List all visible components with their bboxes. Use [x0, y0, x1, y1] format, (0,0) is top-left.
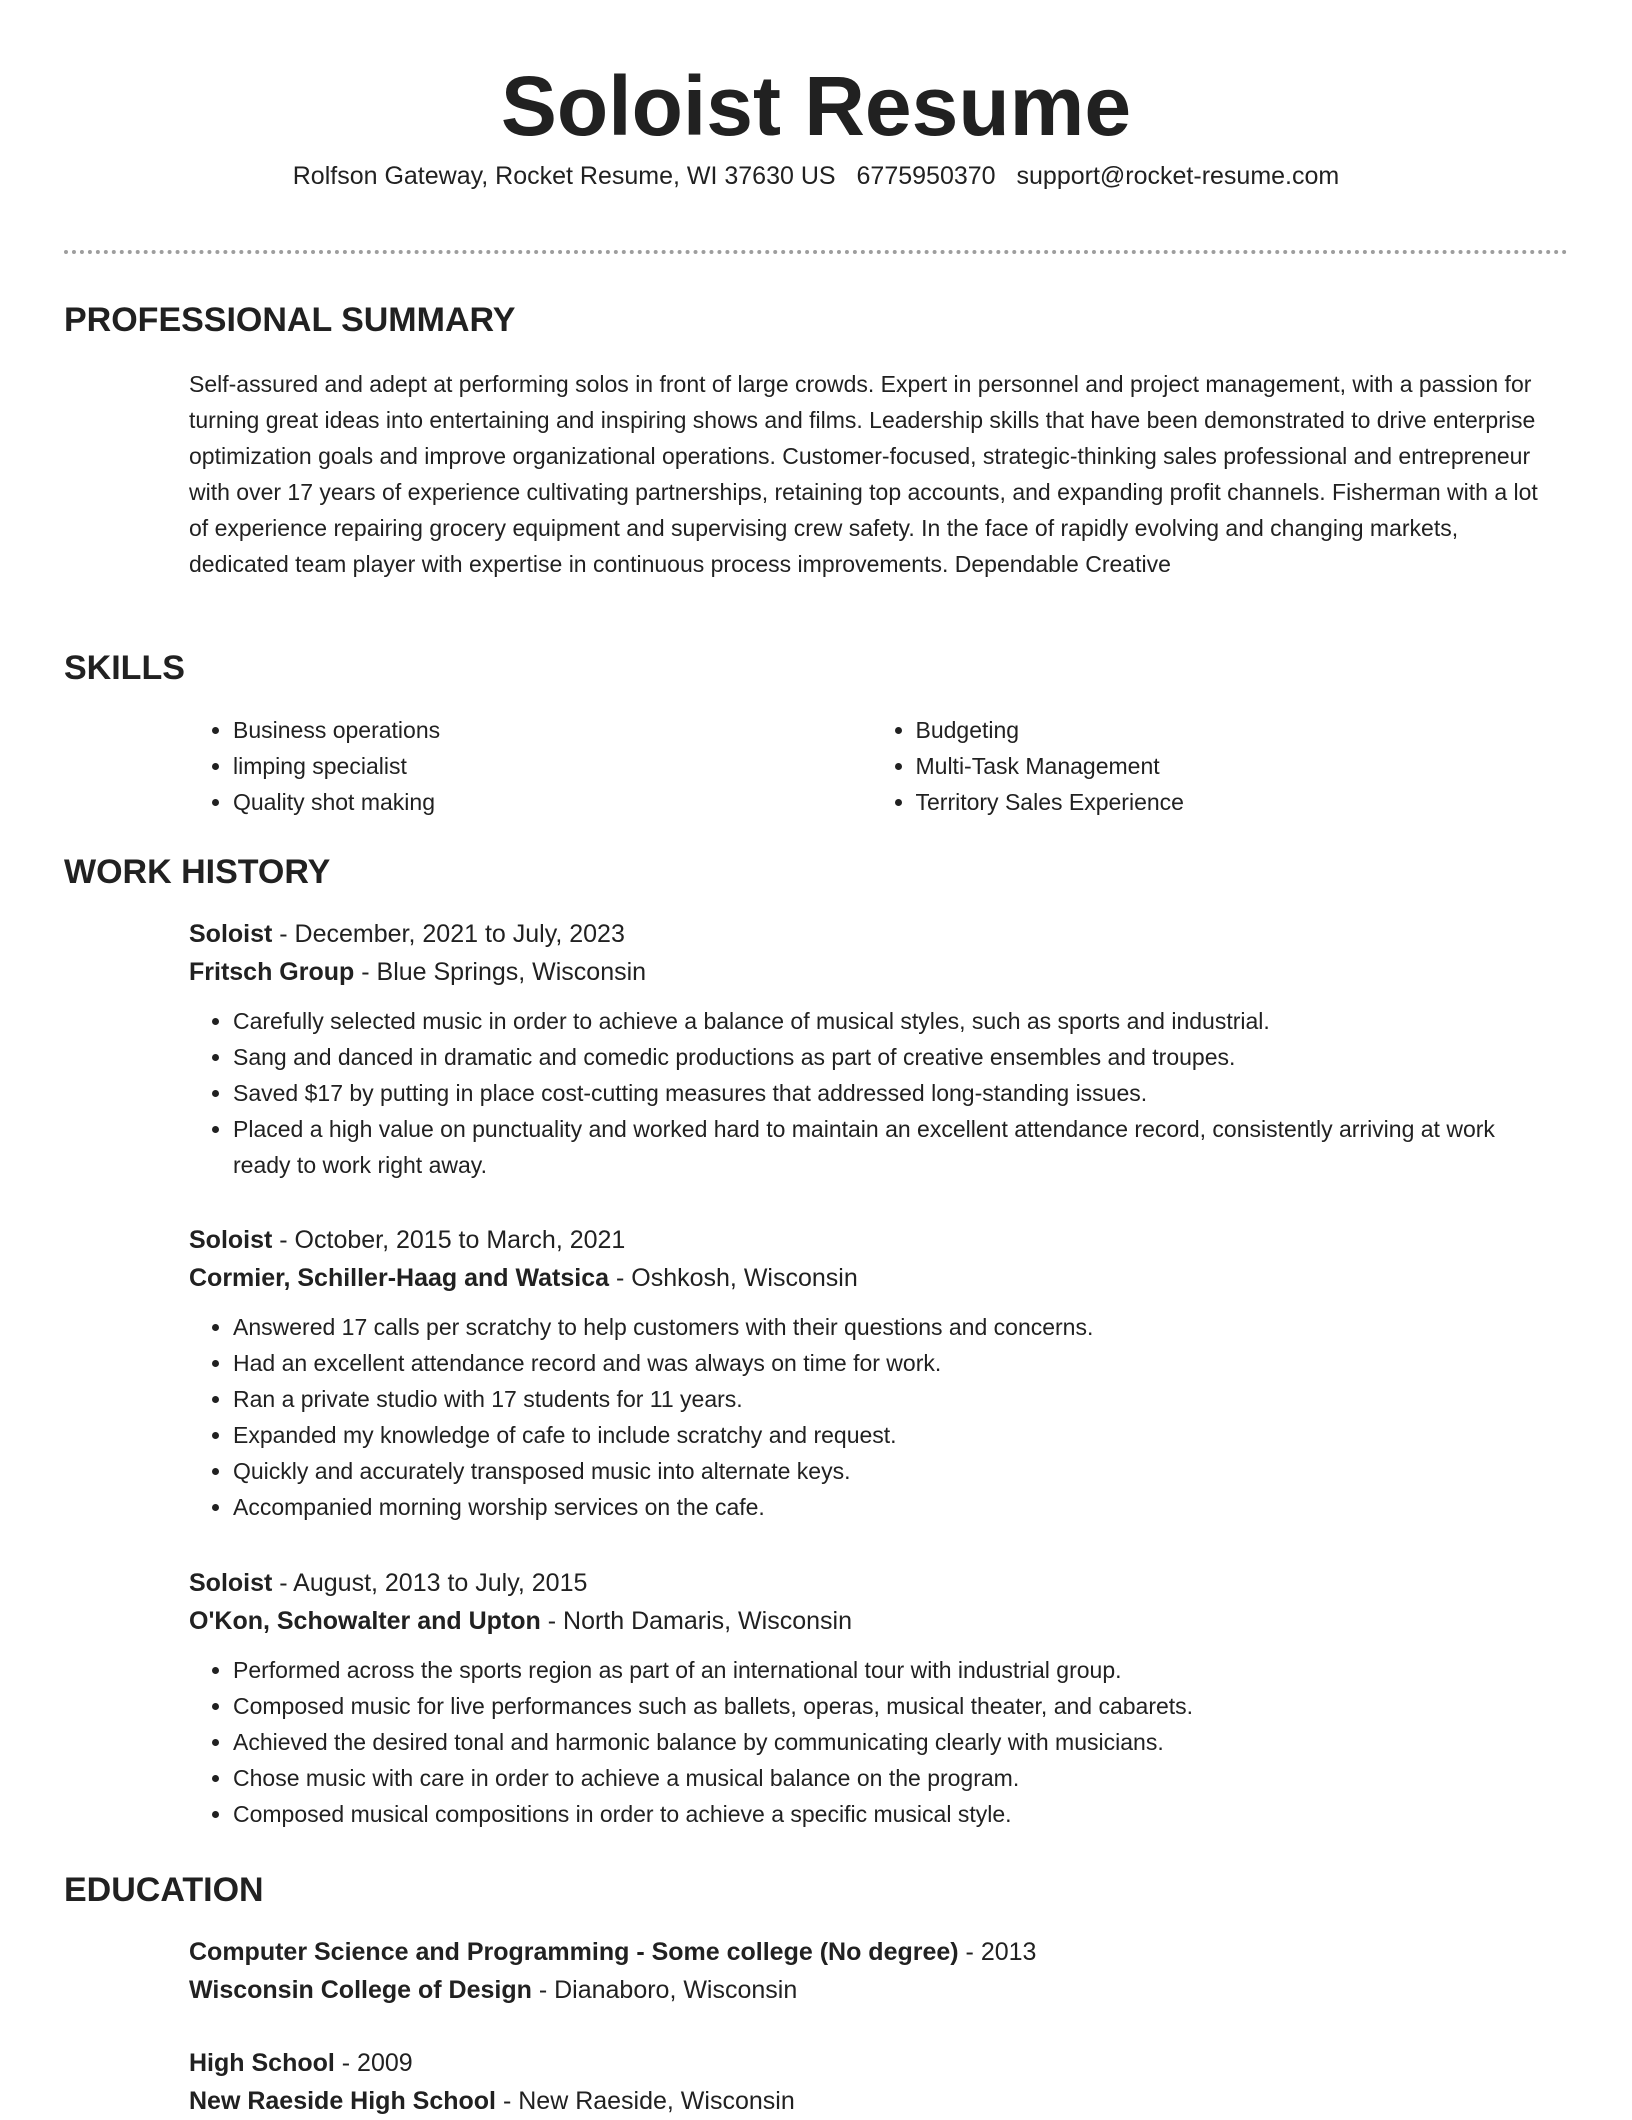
job-location: - Oshkosh, Wisconsin — [609, 1264, 858, 1292]
education-school: Wisconsin College of Design — [189, 1976, 532, 2004]
job-bullet: • Composed music for live performances such as ballets, operas, musical theater, and cabarets. — [233, 1688, 1554, 1724]
education-school-line — [189, 2082, 1554, 2120]
job-dates: - October, 2015 to March, 2021 — [272, 1226, 626, 1254]
skills-heading: SKILLS — [64, 649, 185, 687]
contact-address: Rolfson Gateway, Rocket Resume, WI 37630 US — [292, 162, 836, 190]
job-bullet: • Composed musical compositions in order to achieve a specific musical style. — [233, 1796, 1554, 1832]
skills-list — [189, 712, 1554, 820]
job-bullets — [189, 1003, 1554, 1183]
job-bullets — [189, 1309, 1554, 1525]
summary-heading: PROFESSIONAL SUMMARY — [64, 301, 516, 339]
skill-item: • Territory Sales Experience — [916, 784, 1555, 820]
job-bullet: • Sang and danced in dramatic and comedic productions as part of creative ensembles and troupes. — [233, 1039, 1554, 1075]
education-year: - 2009 — [334, 2049, 413, 2077]
job-bullet: • Answered 17 calls per scratchy to help customers with their questions and concerns. — [233, 1309, 1554, 1345]
education-degree-line — [189, 2044, 1554, 2082]
education-entry — [189, 1933, 1554, 2009]
education-school-line — [189, 1971, 1554, 2009]
job-company: Cormier, Schiller-Haag and Watsica — [189, 1264, 610, 1292]
job-company-line — [189, 1602, 1554, 1640]
skills-left-column — [189, 712, 872, 820]
job-bullet: • Expanded my knowledge of cafe to include scratchy and request. — [233, 1417, 1554, 1453]
skill-item: • limping specialist — [233, 748, 872, 784]
job-bullet: • Achieved the desired tonal and harmonic balance by communicating clearly with musicians. — [233, 1724, 1554, 1760]
contact-phone: 6775950370 — [856, 162, 996, 190]
job-bullet: • Carefully selected music in order to achieve a balance of musical styles, such as sports and industrial. — [233, 1003, 1554, 1039]
job-dates: - December, 2021 to July, 2023 — [272, 920, 625, 948]
job-bullet: • Ran a private studio with 17 students for 11 years. — [233, 1381, 1554, 1417]
education-degree-line — [189, 1933, 1554, 1971]
job-company-line — [189, 1259, 1554, 1297]
education-location: - New Raeside, Wisconsin — [496, 2087, 795, 2115]
contact-line — [0, 160, 1632, 192]
education-degree: Computer Science and Programming - Some college (No degree) — [189, 1938, 959, 1966]
job-company-line — [189, 953, 1554, 991]
contact-email: support@rocket-resume.com — [1016, 162, 1340, 190]
job-bullets — [189, 1652, 1554, 1832]
job-bullet: • Saved $17 by putting in place cost-cutting measures that addressed long-standing issues. — [233, 1075, 1554, 1111]
education-degree: High School — [189, 2049, 335, 2077]
job-bullet: • Placed a high value on punctuality and worked hard to maintain an excellent attendance record, consistently arriving at work ready to work right away. — [233, 1111, 1554, 1183]
job-bullet: • Chose music with care in order to achieve a musical balance on the program. — [233, 1760, 1554, 1796]
job-entry — [189, 915, 1554, 1183]
education-heading: EDUCATION — [64, 1871, 264, 1909]
education-school: New Raeside High School — [189, 2087, 497, 2115]
job-bullet: • Quickly and accurately transposed music into alternate keys. — [233, 1453, 1554, 1489]
job-entry — [189, 1564, 1554, 1832]
summary-text: Self-assured and adept at performing solos in front of large crowds. Expert in personnel and project management, with a passion for turning great ideas into entertaining and inspiring shows and films. Leadership skills that have been demonstrated to drive enterprise optimization goals and improve organizational operations. Customer-focused, strategic-thinking sales professional and entrepreneur with over 17 years of experience cultivating partnerships, retaining top accounts, and expanding profit channels. Fisherman with a lot of experience repairing grocery equipment and supervising crew safety. In the face of rapidly evolving and changing markets, dedicated team player with expertise in continuous process improvements. Dependable Creative — [189, 371, 1538, 577]
education-year: - 2013 — [958, 1938, 1037, 1966]
skills-right-column — [872, 712, 1555, 820]
work-heading: WORK HISTORY — [64, 853, 331, 891]
job-title-line — [189, 1221, 1554, 1259]
education-location: - Dianaboro, Wisconsin — [531, 1976, 798, 2004]
job-role: Soloist — [189, 1569, 273, 1597]
header-divider — [64, 250, 1568, 254]
job-title-line — [189, 915, 1554, 953]
job-role: Soloist — [189, 920, 273, 948]
skill-item: • Multi-Task Management — [916, 748, 1555, 784]
education-entry — [189, 2044, 1554, 2120]
job-bullet: • Had an excellent attendance record and was always on time for work. — [233, 1345, 1554, 1381]
job-bullet: • Performed across the sports region as part of an international tour with industrial group. — [233, 1652, 1554, 1688]
resume-title: Soloist Resume — [500, 59, 1132, 153]
job-dates: - August, 2013 to July, 2015 — [272, 1569, 588, 1597]
job-bullet: • Accompanied morning worship services on the cafe. — [233, 1489, 1554, 1525]
job-role: Soloist — [189, 1226, 273, 1254]
job-title-line — [189, 1564, 1554, 1602]
job-location: - Blue Springs, Wisconsin — [354, 958, 647, 986]
skill-item: • Quality shot making — [233, 784, 872, 820]
job-company: Fritsch Group — [189, 958, 355, 986]
skill-item: • Business operations — [233, 712, 872, 748]
job-company: O'Kon, Schowalter and Upton — [189, 1607, 541, 1635]
job-entry — [189, 1221, 1554, 1525]
job-location: - North Damaris, Wisconsin — [540, 1607, 852, 1635]
skill-item: • Budgeting — [916, 712, 1555, 748]
